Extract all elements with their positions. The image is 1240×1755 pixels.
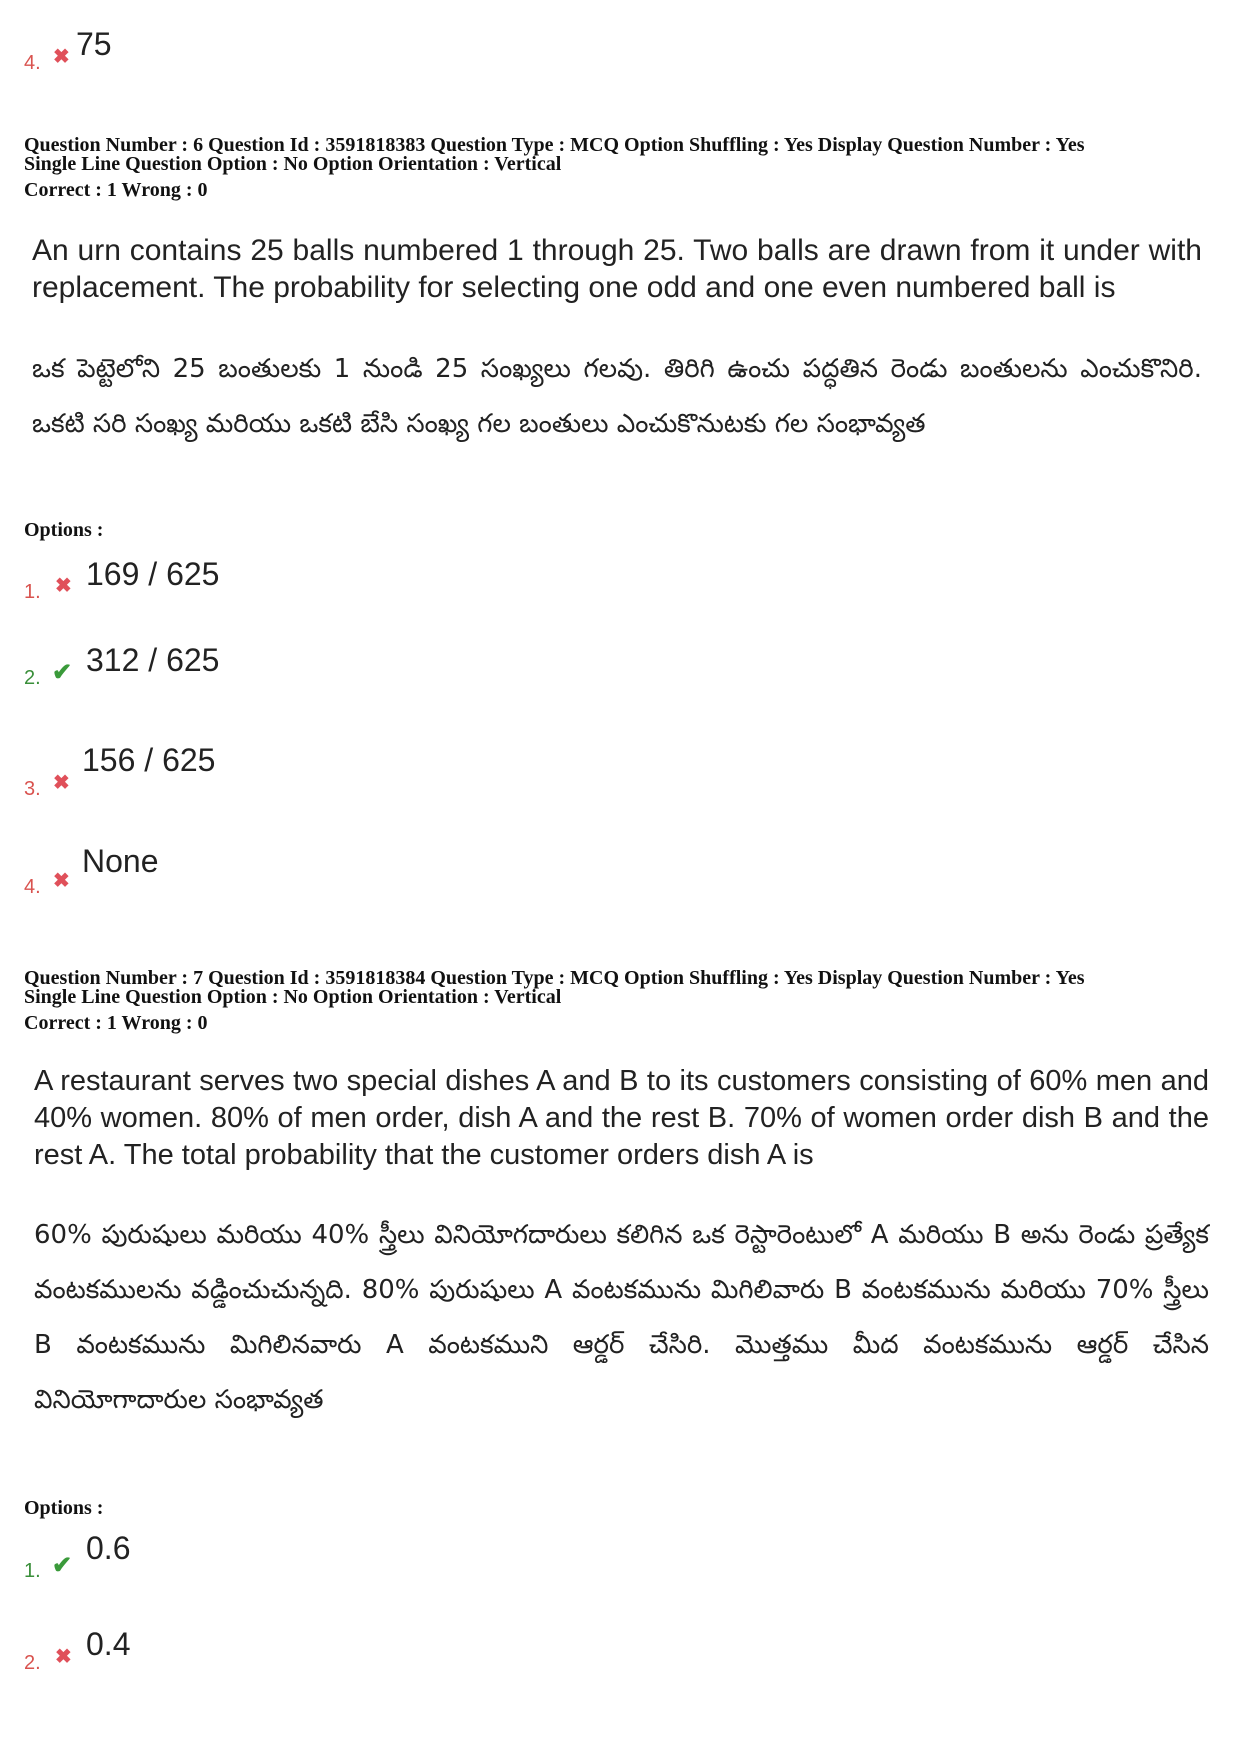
option-value: 169 / 625 — [86, 556, 220, 592]
question-meta-line1: Question Number : 6 Question Id : 3591818383 Question Type : MCQ Option Shuffling : Yes Display Question Number : Yes — [24, 134, 1085, 156]
options-label: Options : — [24, 1497, 104, 1519]
option-number: 2. — [24, 667, 41, 689]
check-icon: ✔ — [52, 659, 73, 686]
cross-icon: ✖ — [53, 772, 70, 794]
question-text-english: A restaurant serves two special dishes A and B to its customers consisting of 60% men and 40% women. 80% of men order, dish A and the rest B. 70% of women order dish B and the rest A. The total probability that the customer orders dish A is — [34, 1065, 1209, 1171]
option-value: 156 / 625 — [82, 742, 216, 778]
option-number: 4. — [24, 52, 41, 74]
cross-icon: ✖ — [53, 870, 70, 892]
question-marks: Correct : 1 Wrong : 0 — [24, 179, 208, 201]
cross-icon: ✖ — [55, 575, 72, 597]
question-marks: Correct : 1 Wrong : 0 — [24, 1012, 208, 1034]
question-text-telugu: 60% పురుషులు మరియు 40% స్త్రీలు వినియోగదారులు కలిగిన ఒక రెస్టారెంటులో A మరియు B అను రెండు ప్రత్యేక వంటకములను వడ్డించుచున్నది. 80% పురుషులు A వంటకమును మిగిలివారు B వంటకమును మరియు 70% స్త్రీలు B వంటకమును మిగిలినవారు A వంటకముని ఆర్డర్ చేసిరి. మొత్తము మీద వంటకమును ఆర్డర్ చేసిన వినియోగాదారుల సంభావ్యత — [34, 1220, 1209, 1415]
option-value: None — [82, 843, 159, 879]
question-meta-line2: Single Line Question Option : No Option Orientation : Vertical — [24, 986, 562, 1008]
option-value: 312 / 625 — [86, 642, 220, 678]
option-number: 4. — [24, 876, 41, 898]
option-number: 1. — [24, 1560, 41, 1582]
option-number: 3. — [24, 778, 41, 800]
question-meta-line2: Single Line Question Option : No Option Orientation : Vertical — [24, 153, 562, 175]
cross-icon: ✖ — [55, 1646, 72, 1668]
cross-icon: ✖ — [53, 46, 70, 68]
question-meta-line1: Question Number : 7 Question Id : 3591818384 Question Type : MCQ Option Shuffling : Yes Display Question Number : Yes — [24, 967, 1085, 989]
question-text-telugu: ఒక పెట్టెలోని 25 బంతులకు 1 నుండి 25 సంఖ్యలు గలవు. తిరిగి ఉంచు పద్ధతిన రెండు బంతులను ఎంచుకొనిరి. ఒకటి సరి సంఖ్య మరియు ఒకటి బేసి సంఖ్య గల బంతులు ఎంచుకొనుటకు గల సంభావ్యత — [32, 354, 1202, 439]
question-text-english: An urn contains 25 balls numbered 1 through 25. Two balls are drawn from it under with replacement. The probability for selecting one odd and one even numbered ball is — [32, 234, 1202, 304]
option-number: 2. — [24, 1652, 41, 1674]
options-label: Options : — [24, 519, 104, 541]
option-value: 0.6 — [86, 1530, 131, 1566]
option-number: 1. — [24, 581, 41, 603]
option-value: 75 — [76, 26, 112, 62]
option-value: 0.4 — [86, 1626, 131, 1662]
check-icon: ✔ — [52, 1552, 73, 1579]
